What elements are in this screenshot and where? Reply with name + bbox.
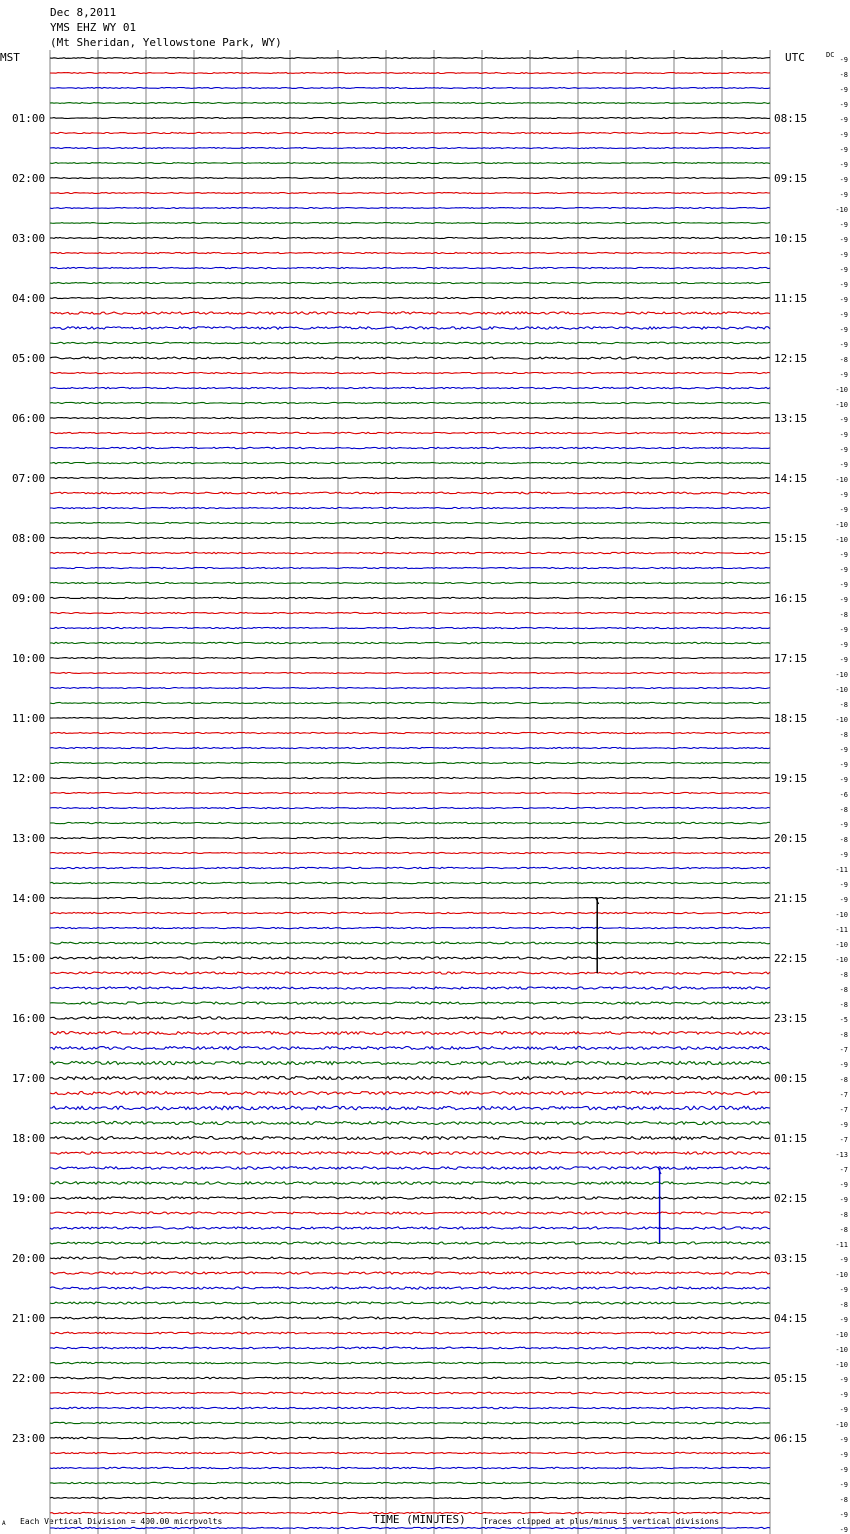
seismic-trace xyxy=(50,688,770,689)
seismic-trace xyxy=(50,1122,770,1125)
seismic-trace xyxy=(50,1332,770,1334)
dc-offset-label: -9 xyxy=(839,1406,848,1414)
dc-offset-label: -7 xyxy=(839,1166,848,1174)
left-hour-label: 04:00 xyxy=(12,292,46,305)
dc-offset-label: -9 xyxy=(839,176,848,184)
seismic-trace xyxy=(50,372,770,373)
dc-offset-label: -9 xyxy=(839,1181,848,1189)
seismic-trace xyxy=(50,1076,770,1079)
left-hour-label: 16:00 xyxy=(12,1012,46,1025)
seismic-trace xyxy=(50,1182,770,1185)
seismic-trace xyxy=(50,1392,770,1394)
dc-offset-label: -10 xyxy=(835,941,848,949)
dc-offset-label: -8 xyxy=(839,701,848,709)
right-hour-label: 21:15 xyxy=(774,892,808,905)
seismic-trace xyxy=(50,223,770,224)
seismic-trace xyxy=(50,148,770,149)
seismic-trace xyxy=(50,552,770,553)
seismic-trace xyxy=(50,747,770,748)
dc-offset-label: -8 xyxy=(839,1031,848,1039)
right-hour-label: 16:15 xyxy=(774,592,808,605)
dc-offset-label: -8 xyxy=(839,1226,848,1234)
dc-offset-label: -8 xyxy=(839,1076,848,1084)
dc-offset-label: -7 xyxy=(839,1136,848,1144)
label-layer xyxy=(12,56,848,1534)
right-hour-label: 04:15 xyxy=(774,1312,808,1325)
seismic-trace xyxy=(50,1377,770,1379)
dc-offset-label: -9 xyxy=(839,1121,848,1129)
left-hour-label: 20:00 xyxy=(12,1252,46,1265)
seismic-trace xyxy=(50,1272,770,1274)
right-hour-label: 01:15 xyxy=(774,1132,808,1145)
seismic-trace xyxy=(50,1527,770,1528)
dc-offset-label: -9 xyxy=(839,851,848,859)
seismic-trace xyxy=(50,1197,770,1199)
right-hour-label: 06:15 xyxy=(774,1432,808,1445)
dc-offset-label: -8 xyxy=(839,1001,848,1009)
dc-offset-label: -9 xyxy=(839,446,848,454)
dc-offset-label: -9 xyxy=(839,1286,848,1294)
dc-offset-label: -8 xyxy=(839,806,848,814)
right-hour-label: 05:15 xyxy=(774,1372,808,1385)
dc-offset-label: -8 xyxy=(839,836,848,844)
dc-label: DC xyxy=(826,51,835,59)
seismic-trace xyxy=(50,987,770,989)
seismic-trace xyxy=(50,942,770,944)
footer-clip-note: Traces clipped at plus/minus 5 vertical divisions xyxy=(483,1517,720,1526)
seismic-trace xyxy=(50,1257,770,1259)
seismic-trace xyxy=(50,327,770,330)
seismic-trace xyxy=(50,1152,770,1155)
seismic-trace xyxy=(50,658,770,659)
dc-offset-label: -9 xyxy=(839,1526,848,1534)
dc-offset-label: -9 xyxy=(839,626,848,634)
seismic-trace xyxy=(50,1032,770,1035)
left-hour-label: 13:00 xyxy=(12,832,46,845)
footer-xlabel: TIME (MINUTES) xyxy=(373,1513,466,1526)
seismic-trace xyxy=(50,837,770,838)
left-hour-label: 11:00 xyxy=(12,712,46,725)
left-hour-label: 23:00 xyxy=(12,1432,46,1445)
seismic-trace xyxy=(50,507,770,508)
dc-offset-label: -5 xyxy=(839,1016,848,1024)
seismic-trace xyxy=(50,73,770,74)
dc-offset-label: -9 xyxy=(839,1061,848,1069)
dc-offset-label: -9 xyxy=(839,566,848,574)
seismic-trace xyxy=(50,718,770,719)
dc-offset-label: -9 xyxy=(839,1376,848,1384)
dc-offset-label: -9 xyxy=(839,1466,848,1474)
seismic-trace xyxy=(50,612,770,613)
seismic-trace xyxy=(50,1047,770,1050)
dc-offset-label: -9 xyxy=(839,431,848,439)
seismic-trace xyxy=(50,882,770,883)
dc-offset-label: -9 xyxy=(839,296,848,304)
left-hour-label: 09:00 xyxy=(12,592,46,605)
dc-offset-label: -8 xyxy=(839,1301,848,1309)
left-hour-label: 03:00 xyxy=(12,232,46,245)
dc-offset-label: -9 xyxy=(839,131,848,139)
dc-offset-label: -9 xyxy=(839,416,848,424)
left-hour-label: 17:00 xyxy=(12,1072,46,1085)
dc-offset-label: -9 xyxy=(839,761,848,769)
dc-offset-label: -9 xyxy=(839,461,848,469)
dc-offset-label: -8 xyxy=(839,1211,848,1219)
dc-offset-label: -10 xyxy=(835,206,848,214)
dc-offset-label: -7 xyxy=(839,1046,848,1054)
dc-offset-label: -10 xyxy=(835,956,848,964)
seismic-trace xyxy=(50,492,770,494)
left-hour-label: 18:00 xyxy=(12,1132,46,1145)
seismic-trace xyxy=(50,1497,770,1498)
dc-offset-label: -9 xyxy=(839,881,848,889)
right-hour-label: 22:15 xyxy=(774,952,808,965)
seismic-trace xyxy=(50,1467,770,1468)
dc-offset-label: -9 xyxy=(839,746,848,754)
dc-offset-label: -9 xyxy=(839,896,848,904)
dc-offset-label: -8 xyxy=(839,986,848,994)
dc-offset-label: -9 xyxy=(839,311,848,319)
seismic-trace xyxy=(50,912,770,913)
right-hour-label: 23:15 xyxy=(774,1012,808,1025)
dc-offset-label: -9 xyxy=(839,326,848,334)
seismic-trace xyxy=(50,1061,770,1064)
seismic-trace xyxy=(50,477,770,478)
dc-offset-label: -9 xyxy=(839,1436,848,1444)
seismic-trace xyxy=(50,103,770,104)
seismic-trace xyxy=(50,897,770,898)
dc-offset-label: -9 xyxy=(839,191,848,199)
seismic-trace xyxy=(50,1227,770,1229)
seismic-trace xyxy=(50,972,770,974)
seismic-trace xyxy=(50,387,770,388)
dc-offset-label: -11 xyxy=(835,866,848,874)
seismic-trace xyxy=(50,1302,770,1304)
dc-offset-label: -9 xyxy=(839,506,848,514)
dc-offset-label: -13 xyxy=(835,1151,848,1159)
right-hour-label: 15:15 xyxy=(774,532,808,545)
left-hour-label: 21:00 xyxy=(12,1312,46,1325)
dc-offset-label: -9 xyxy=(839,251,848,259)
seismic-trace xyxy=(50,1482,770,1483)
dc-offset-label: -8 xyxy=(839,611,848,619)
seismic-trace xyxy=(50,762,770,763)
dc-offset-label: -9 xyxy=(839,1451,848,1459)
seismic-trace xyxy=(50,1212,770,1214)
seismic-trace xyxy=(50,163,770,164)
seismic-trace xyxy=(50,732,770,733)
trace-layer xyxy=(50,58,770,1534)
seismic-trace xyxy=(50,597,770,598)
right-hour-label: 18:15 xyxy=(774,712,808,725)
dc-offset-label: -10 xyxy=(835,1271,848,1279)
seismic-trace xyxy=(50,118,770,119)
seismic-trace xyxy=(50,867,770,868)
right-hour-label: 10:15 xyxy=(774,232,808,245)
seismic-trace xyxy=(50,237,770,238)
footer-corner-mark: A xyxy=(2,1520,6,1527)
left-hour-label: 15:00 xyxy=(12,952,46,965)
seismic-trace xyxy=(50,1437,770,1439)
seismic-trace xyxy=(50,673,770,674)
dc-offset-label: -8 xyxy=(839,971,848,979)
seismic-trace xyxy=(50,582,770,583)
left-hour-label: 06:00 xyxy=(12,412,46,425)
dc-offset-label: -10 xyxy=(835,1361,848,1369)
dc-offset-label: -10 xyxy=(835,386,848,394)
seismic-trace xyxy=(50,1287,770,1289)
seismic-trace xyxy=(50,193,770,194)
seismic-trace xyxy=(50,462,770,463)
seismic-trace xyxy=(50,1242,770,1244)
seismic-trace xyxy=(50,702,770,703)
left-zone-label: MST xyxy=(0,51,20,64)
seismic-trace xyxy=(50,807,770,808)
dc-offset-label: -8 xyxy=(839,71,848,79)
dc-offset-label: -9 xyxy=(839,1196,848,1204)
dc-offset-label: -11 xyxy=(835,1241,848,1249)
dc-offset-label: -10 xyxy=(835,536,848,544)
dc-offset-label: -10 xyxy=(835,1421,848,1429)
seismic-trace xyxy=(50,957,770,959)
dc-offset-label: -10 xyxy=(835,716,848,724)
left-hour-label: 14:00 xyxy=(12,892,46,905)
seismic-trace xyxy=(50,1092,770,1095)
seismic-trace xyxy=(50,627,770,628)
header-location: (Mt Sheridan, Yellowstone Park, WY) xyxy=(50,36,282,49)
seismic-trace xyxy=(50,312,770,314)
header-date: Dec 8,2011 xyxy=(50,6,117,19)
seismic-trace xyxy=(50,1347,770,1349)
seismic-trace xyxy=(50,1017,770,1019)
seismic-trace xyxy=(50,1317,770,1319)
left-hour-label: 12:00 xyxy=(12,772,46,785)
dc-offset-label: -6 xyxy=(839,791,848,799)
seismic-trace xyxy=(50,567,770,568)
dc-offset-label: -9 xyxy=(839,1316,848,1324)
dc-offset-label: -9 xyxy=(839,86,848,94)
dc-offset-label: -9 xyxy=(839,161,848,169)
dc-offset-label: -9 xyxy=(839,266,848,274)
dc-offset-label: -9 xyxy=(839,56,848,64)
seismic-trace xyxy=(50,792,770,793)
right-zone-label: UTC xyxy=(785,51,805,64)
footer-scale-note: Each Vertical Division = 400.00 microvolts xyxy=(20,1517,223,1526)
seismic-trace xyxy=(50,252,770,253)
right-hour-label: 19:15 xyxy=(774,772,808,785)
seismic-trace xyxy=(50,282,770,283)
left-hour-label: 19:00 xyxy=(12,1192,46,1205)
left-hour-label: 22:00 xyxy=(12,1372,46,1385)
seismic-trace xyxy=(50,432,770,433)
dc-offset-label: -8 xyxy=(839,356,848,364)
dc-offset-label: -9 xyxy=(839,116,848,124)
dc-offset-label: -9 xyxy=(839,656,848,664)
dc-offset-label: -10 xyxy=(835,911,848,919)
left-hour-label: 08:00 xyxy=(12,532,46,545)
seismic-trace xyxy=(50,822,770,823)
dc-offset-label: -8 xyxy=(839,731,848,739)
seismic-trace xyxy=(50,58,770,59)
left-hour-label: 02:00 xyxy=(12,172,46,185)
left-hour-label: 01:00 xyxy=(12,112,46,125)
seismic-trace xyxy=(50,537,770,538)
seismic-trace xyxy=(50,208,770,209)
header-station: YMS EHZ WY 01 xyxy=(50,21,137,34)
dc-offset-label: -9 xyxy=(839,551,848,559)
dc-offset-label: -10 xyxy=(835,401,848,409)
dc-offset-label: -10 xyxy=(835,686,848,694)
dc-offset-label: -9 xyxy=(839,1391,848,1399)
seismic-trace xyxy=(50,1106,770,1110)
seismic-trace xyxy=(50,132,770,133)
dc-offset-label: -9 xyxy=(839,236,848,244)
left-hour-label: 10:00 xyxy=(12,652,46,665)
seismic-trace xyxy=(50,357,770,359)
right-hour-label: 09:15 xyxy=(774,172,808,185)
seismic-trace xyxy=(50,1362,770,1364)
left-hour-label: 05:00 xyxy=(12,352,46,365)
seismic-trace xyxy=(50,642,770,643)
dc-offset-label: -10 xyxy=(835,521,848,529)
seismic-trace xyxy=(50,927,770,928)
dc-offset-label: -9 xyxy=(839,221,848,229)
right-hour-label: 17:15 xyxy=(774,652,808,665)
left-hour-label: 07:00 xyxy=(12,472,46,485)
seismic-trace xyxy=(50,297,770,298)
dc-offset-label: -9 xyxy=(839,146,848,154)
dc-offset-label: -10 xyxy=(835,1346,848,1354)
dc-offset-label: -9 xyxy=(839,101,848,109)
seismic-trace xyxy=(50,342,770,344)
dc-offset-label: -9 xyxy=(839,371,848,379)
seismic-trace xyxy=(50,178,770,179)
right-hour-label: 02:15 xyxy=(774,1192,808,1205)
seismic-trace xyxy=(50,267,770,268)
dc-offset-label: -10 xyxy=(835,476,848,484)
right-hour-label: 11:15 xyxy=(774,292,808,305)
dc-offset-label: -10 xyxy=(835,671,848,679)
seismic-trace xyxy=(50,1422,770,1424)
dc-offset-label: -9 xyxy=(839,596,848,604)
dc-offset-label: -7 xyxy=(839,1091,848,1099)
dc-offset-label: -7 xyxy=(839,1106,848,1114)
seismic-trace xyxy=(50,88,770,89)
right-hour-label: 13:15 xyxy=(774,412,808,425)
seismic-trace xyxy=(50,1407,770,1409)
right-hour-label: 03:15 xyxy=(774,1252,808,1265)
right-hour-label: 14:15 xyxy=(774,472,808,485)
dc-offset-label: -9 xyxy=(839,641,848,649)
seismic-trace xyxy=(50,1137,770,1140)
seismic-trace xyxy=(50,402,770,403)
seismic-trace xyxy=(50,447,770,448)
right-hour-label: 08:15 xyxy=(774,112,808,125)
dc-offset-label: -9 xyxy=(839,1511,848,1519)
dc-offset-label: -9 xyxy=(839,1481,848,1489)
dc-offset-label: -9 xyxy=(839,491,848,499)
right-hour-label: 20:15 xyxy=(774,832,808,845)
dc-offset-label: -9 xyxy=(839,341,848,349)
dc-offset-label: -9 xyxy=(839,821,848,829)
dc-offset-label: -9 xyxy=(839,1256,848,1264)
seismic-trace xyxy=(50,522,770,523)
seismic-trace xyxy=(50,852,770,853)
dc-offset-label: -10 xyxy=(835,1331,848,1339)
dc-offset-label: -9 xyxy=(839,776,848,784)
seismic-trace xyxy=(50,1167,770,1170)
seismic-trace xyxy=(50,777,770,778)
seismic-trace xyxy=(50,417,770,418)
dc-offset-label: -8 xyxy=(839,1496,848,1504)
seismic-trace xyxy=(50,1002,770,1004)
dc-offset-label: -9 xyxy=(839,281,848,289)
dc-offset-label: -9 xyxy=(839,581,848,589)
right-hour-label: 12:15 xyxy=(774,352,808,365)
right-hour-label: 00:15 xyxy=(774,1072,808,1085)
seismic-trace xyxy=(50,1452,770,1453)
dc-offset-label: -11 xyxy=(835,926,848,934)
